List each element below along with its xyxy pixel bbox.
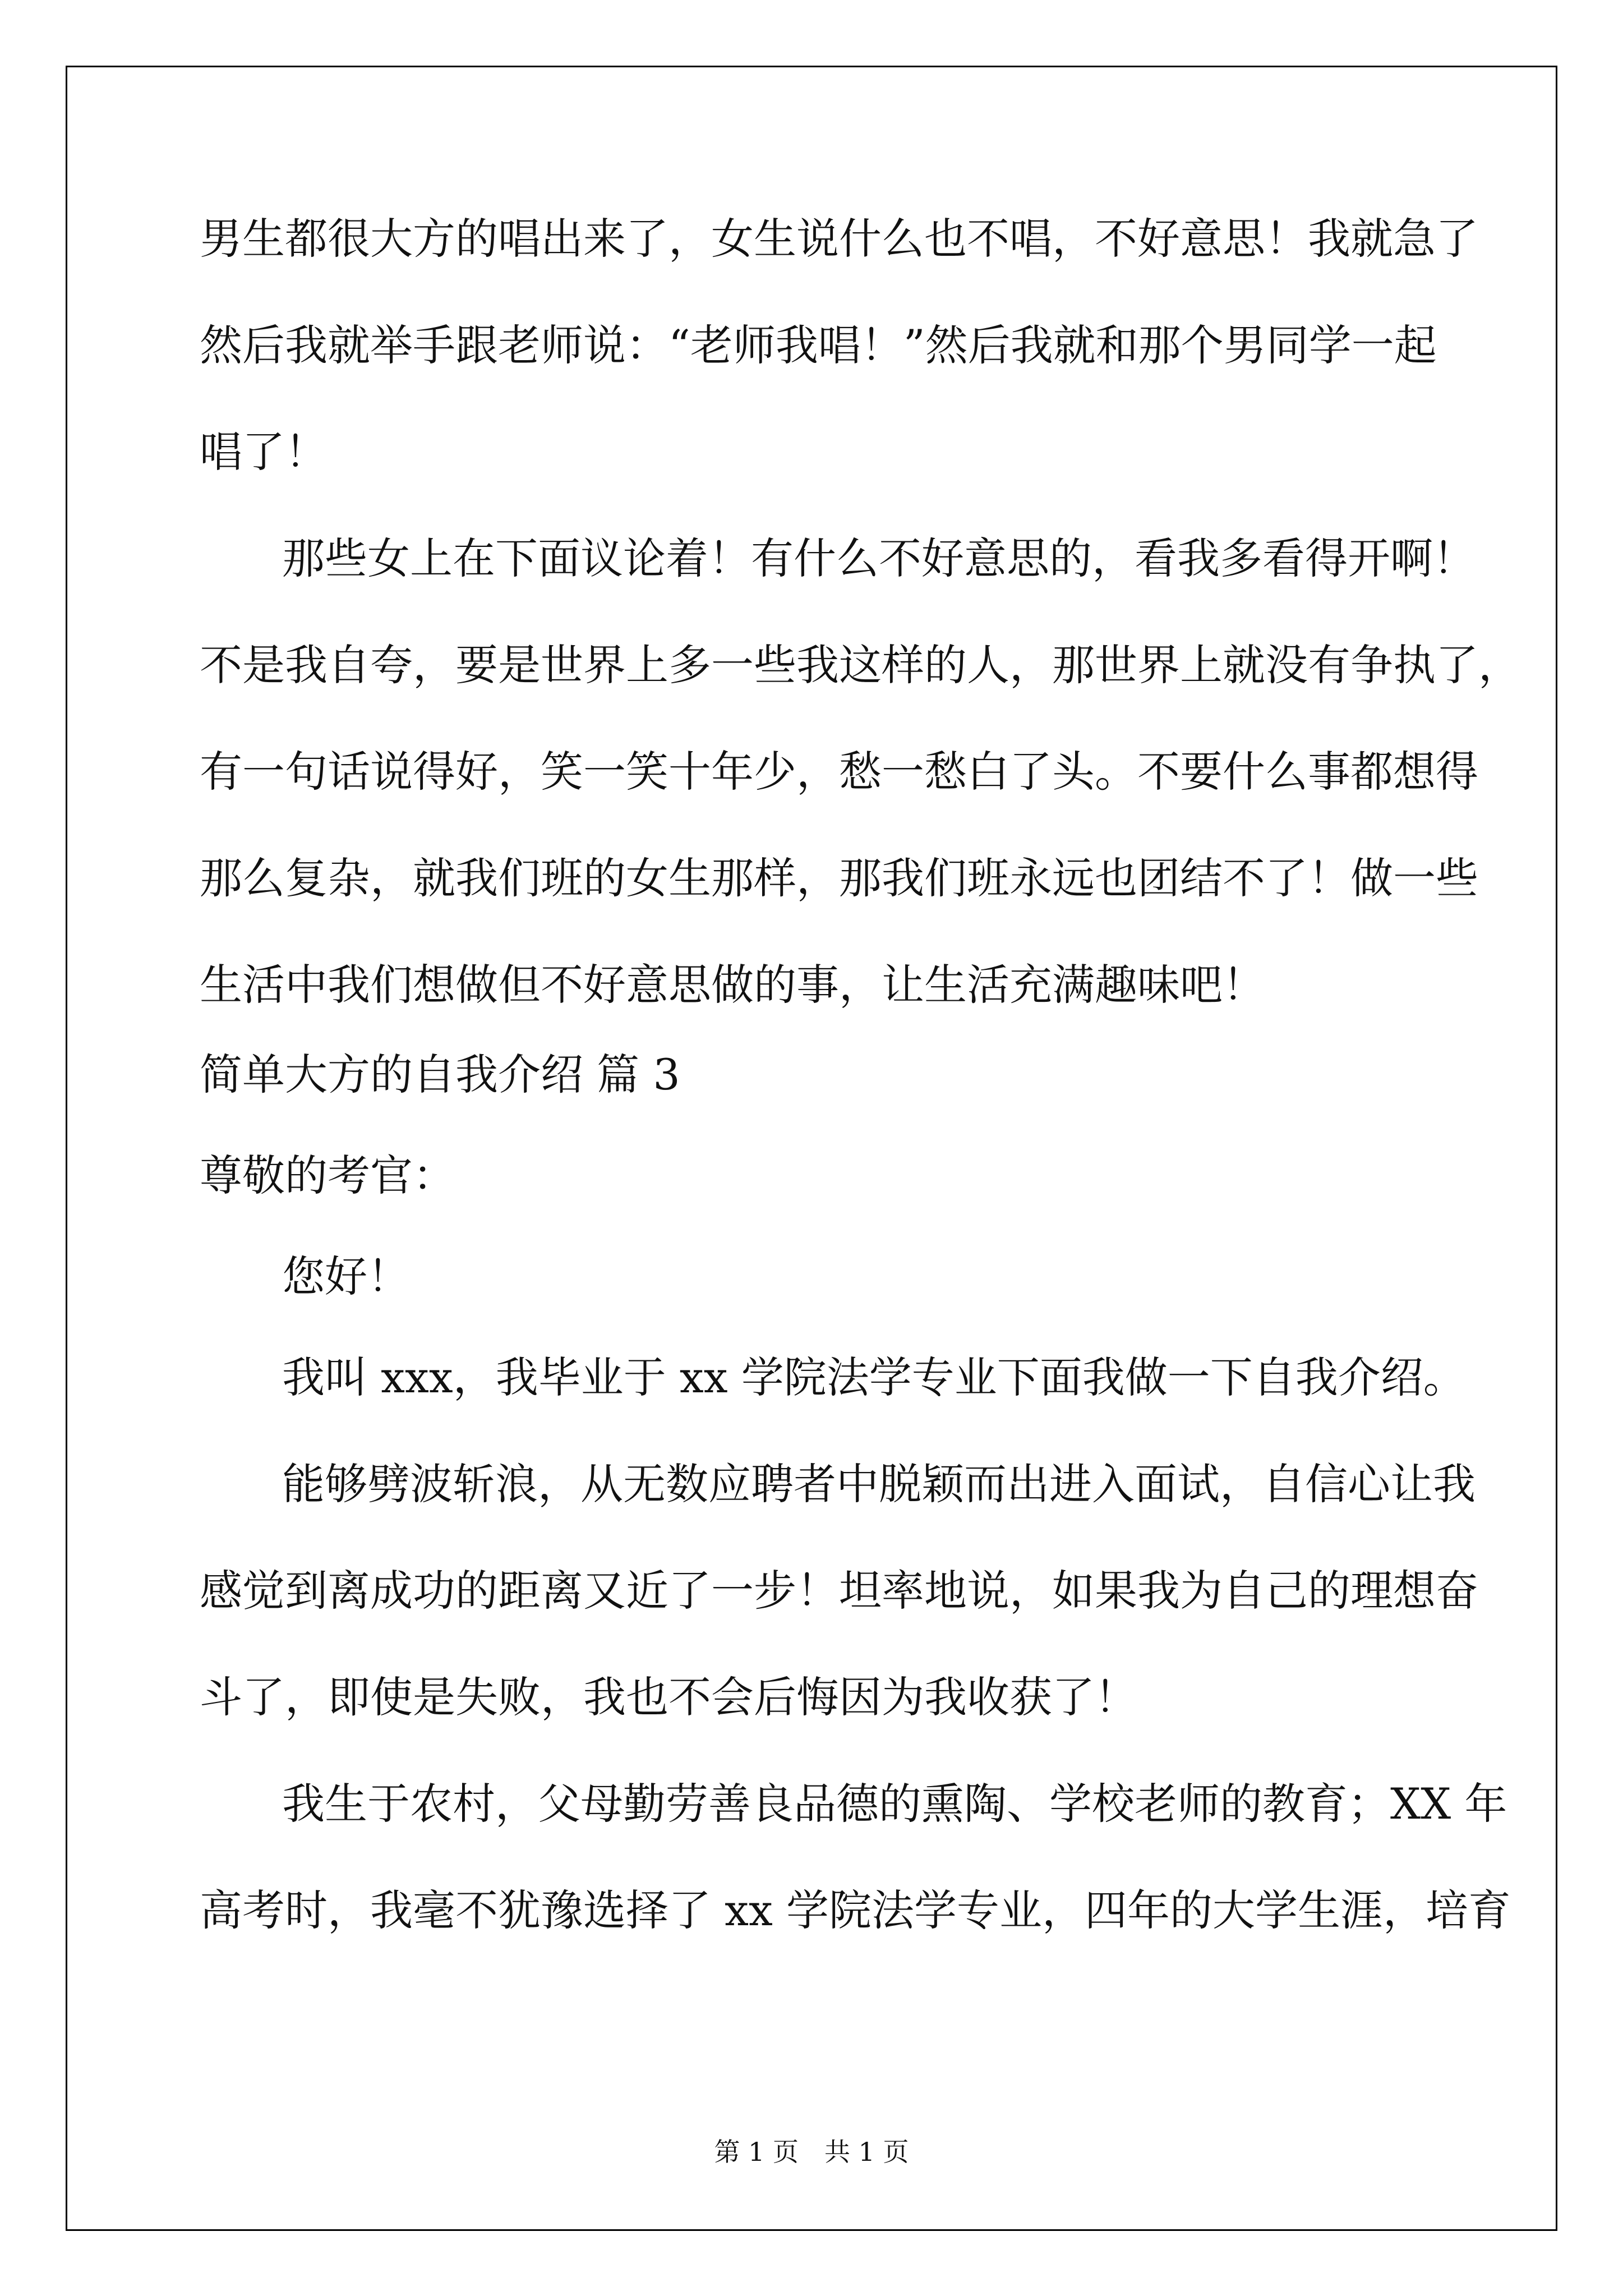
text-line: 生活中我们想做但不好意思做的事，让生活充满趣味吧！ [200, 960, 1265, 1010]
paragraph-start: 那些女上在下面议论着！有什么不好意思的，看我多看得开啊！ [282, 533, 1476, 583]
page-number-footer: 第 1 页 共 1 页 [714, 2137, 909, 2167]
text-line: 高考时，我毫不犹豫选择了 xx 学院法学专业，四年的大学生涯，培育 [200, 1885, 1511, 1935]
greeting: 您好！ [282, 1251, 410, 1301]
text-line: 那么复杂，就我们班的女生那样，那我们班永远也团结不了！做一些 [200, 853, 1478, 903]
text-line: 男生都很大方的唱出来了，女生说什么也不唱，不好意思！我就急了 [200, 214, 1478, 264]
paragraph-start: 能够劈波斩浪，从无数应聘者中脱颖而出进入面试，自信心让我 [282, 1459, 1476, 1509]
text-line: 有一句话说得好，笑一笑十年少，愁一愁白了头。不要什么事都想得 [200, 747, 1478, 797]
text-line: 斗了，即使是失败，我也不会后悔因为我收获了！ [200, 1672, 1137, 1722]
text-line: 唱了！ [200, 427, 328, 477]
text-line: 感觉到离成功的距离又近了一步！坦率地说，如果我为自己的理想奋 [200, 1566, 1478, 1616]
salutation: 尊敬的考官： [200, 1151, 455, 1200]
paragraph-start: 我生于农村，父母勤劳善良品德的熏陶、学校老师的教育；XX 年 [282, 1779, 1507, 1829]
text-line: 然后我就举手跟老师说：“老师我唱！”然后我就和那个男同学一起 [200, 320, 1437, 370]
paragraph-start: 我叫 xxx，我毕业于 xx 学院法学专业下面我做一下自我介绍。 [282, 1352, 1466, 1402]
text-line: 不是我自夸，要是世界上多一些我这样的人，那世界上就没有争执了， [200, 640, 1521, 690]
section-heading: 简单大方的自我介绍 篇 3 [200, 1050, 680, 1099]
